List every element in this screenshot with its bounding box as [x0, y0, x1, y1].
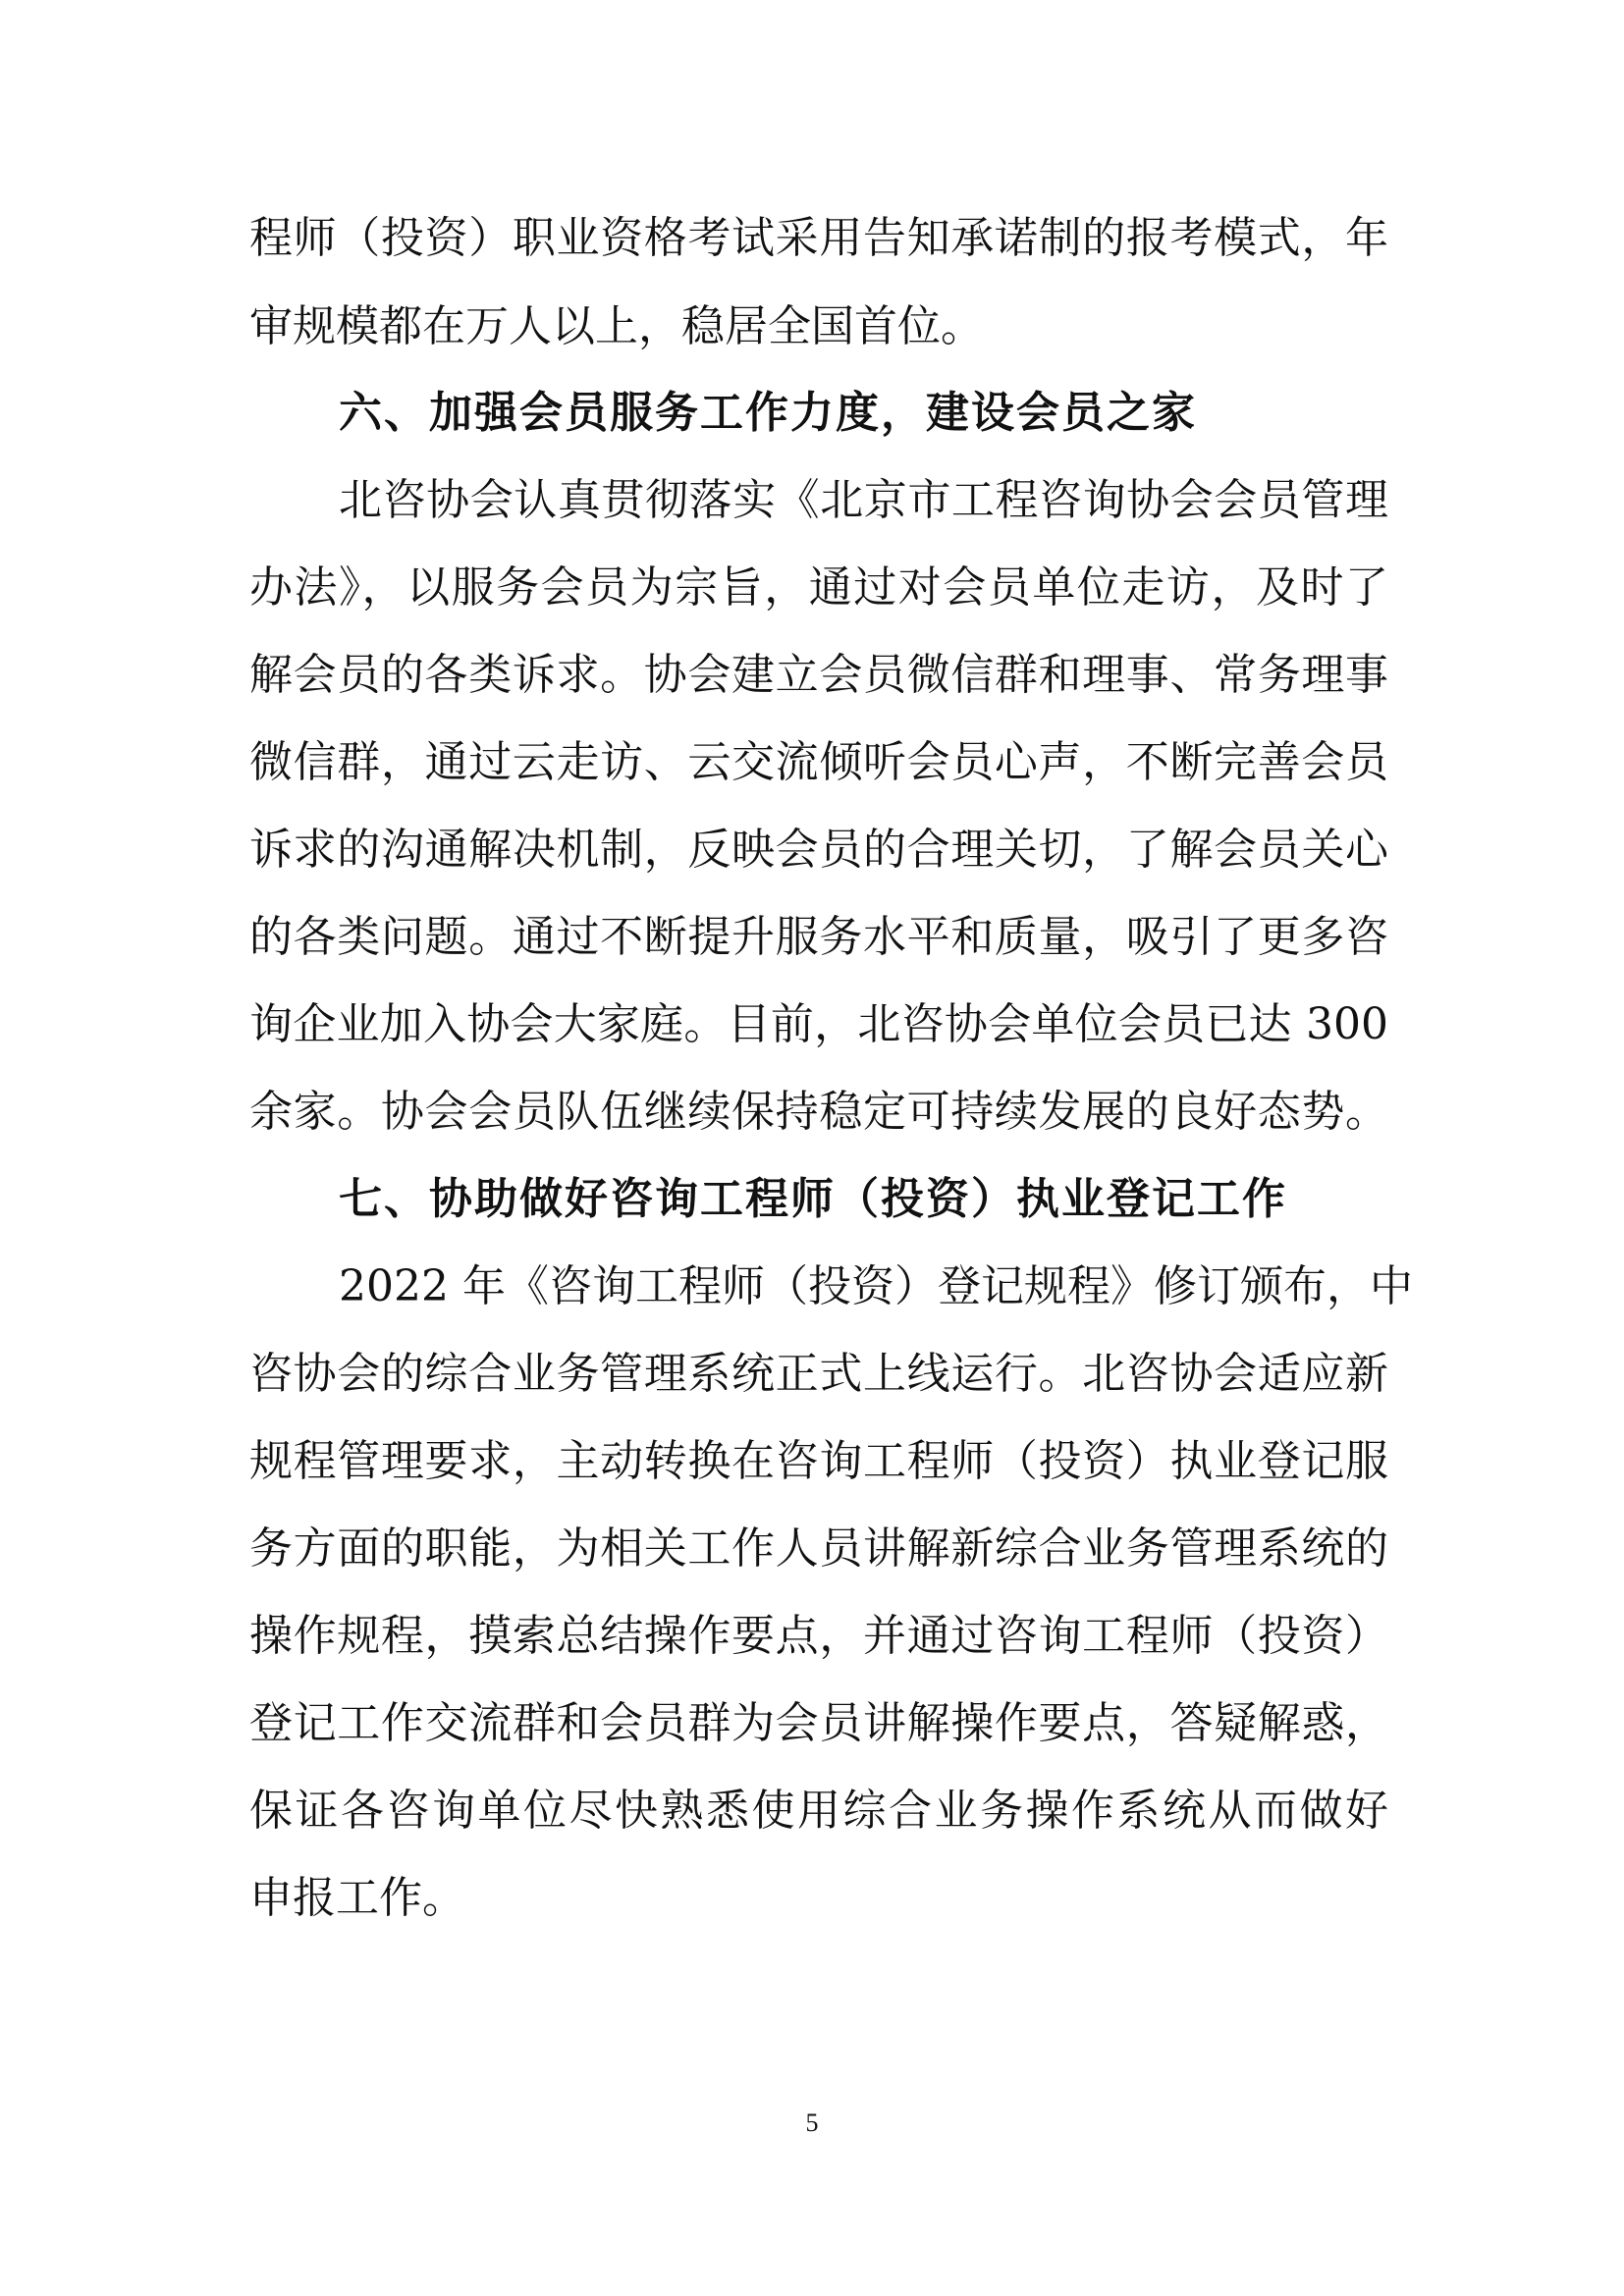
paragraph-line: 务方面的职能，为相关工作人员讲解新综合业务管理系统的 [249, 1523, 1388, 1574]
paragraph-line: 询企业加入协会大家庭。目前，北咨协会单位会员已达 300 [249, 999, 1388, 1049]
paragraph-line: 保证各咨询单位尽快熟悉使用综合业务操作系统从而做好 [249, 1786, 1388, 1836]
paragraph-line: 规程管理要求，主动转换在咨询工程师（投资）执业登记服 [249, 1436, 1388, 1486]
paragraph-line: 的各类问题。通过不断提升服务水平和质量，吸引了更多咨 [249, 912, 1388, 962]
paragraph-line: 咨协会的综合业务管理系统正式上线运行。北咨协会适应新 [249, 1349, 1388, 1399]
page-number: 5 [805, 2109, 819, 2137]
paragraph-line: 申报工作。 [249, 1873, 465, 1923]
paragraph-line: 诉求的沟通解决机制，反映会员的合理关切，了解会员关心 [249, 825, 1388, 875]
paragraph-line: 余家。协会会员队伍继续保持稳定可持续发展的良好态势。 [249, 1087, 1388, 1137]
paragraph-line: 2022 年《咨询工程师（投资）登记规程》修订颁布，中 [339, 1261, 1413, 1311]
section-heading: 七、协助做好咨询工程师（投资）执业登记工作 [339, 1174, 1287, 1224]
paragraph-line: 审规模都在万人以上，稳居全国首位。 [249, 301, 984, 351]
section-heading: 六、加强会员服务工作力度，建设会员之家 [339, 388, 1197, 438]
paragraph-line: 登记工作交流群和会员群为会员讲解操作要点，答疑解惑， [249, 1698, 1388, 1748]
paragraph-line: 操作规程，摸索总结操作要点，并通过咨询工程师（投资） [249, 1611, 1388, 1661]
paragraph-line: 解会员的各类诉求。协会建立会员微信群和理事、常务理事 [249, 650, 1388, 700]
paragraph-line: 办法》，以服务会员为宗旨，通过对会员单位走访，及时了 [249, 562, 1388, 613]
paragraph-line: 程师（投资）职业资格考试采用告知承诺制的报考模式，年 [249, 213, 1388, 263]
paragraph-line: 北咨协会认真贯彻落实《北京市工程咨询协会会员管理 [339, 475, 1388, 525]
paragraph-line: 微信群，通过云走访、云交流倾听会员心声，不断完善会员 [249, 737, 1388, 787]
